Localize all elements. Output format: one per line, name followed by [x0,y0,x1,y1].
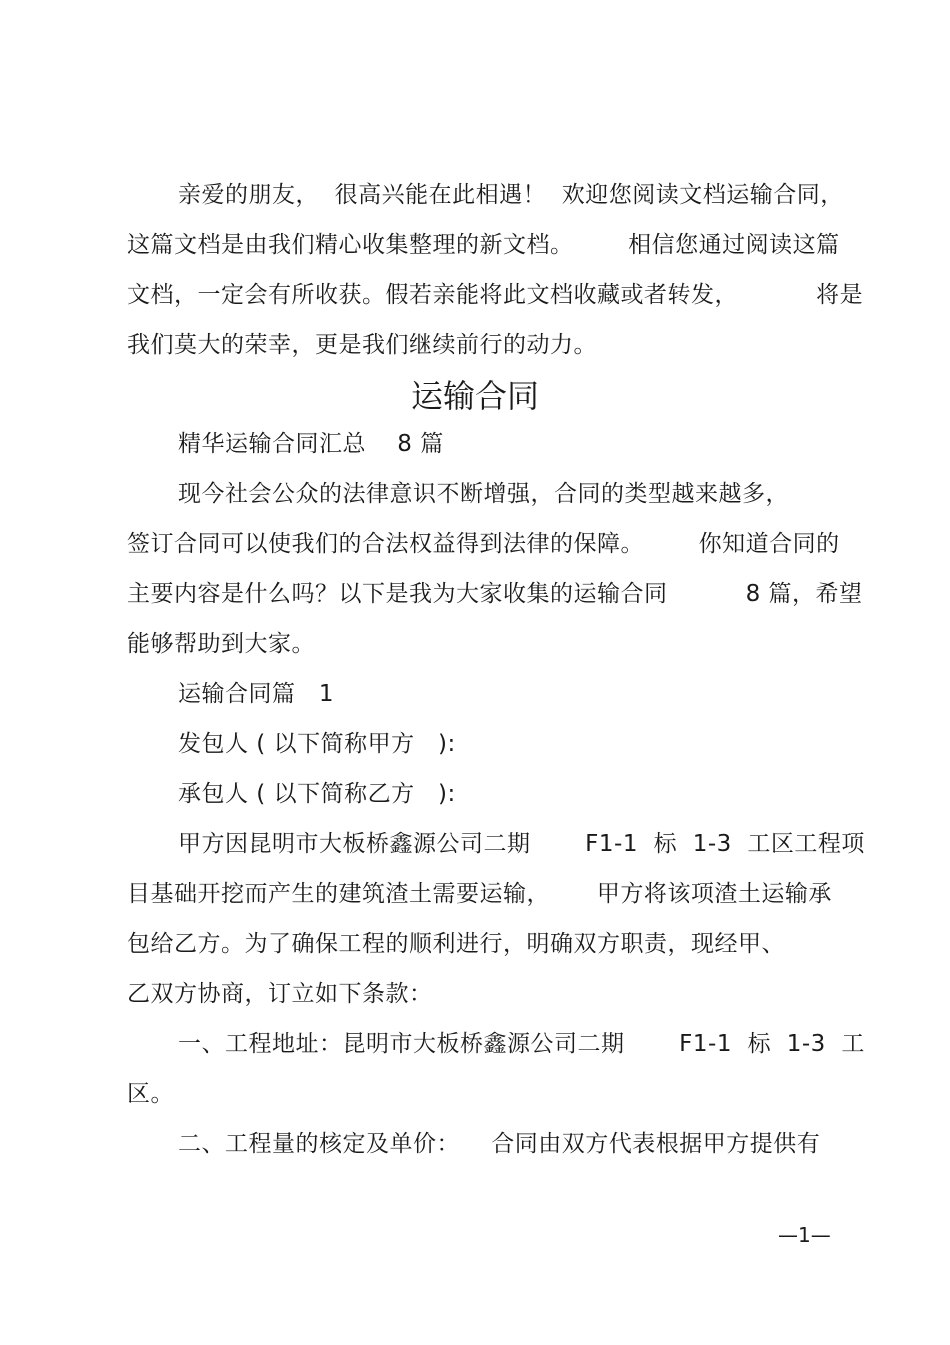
intro-line: 我们莫大的荣幸，更是我们继续前行的动力。 [127,332,597,358]
body-line: 能够帮助到大家。 [127,631,315,657]
body-line: 甲方因昆明市大板桥鑫源公司二期 F1-1 标 1-3 工区工程项 [178,831,865,857]
intro-line: 这篇文档是由我们精心收集整理的新文档。 相信您通过阅读这篇 [127,232,840,258]
body-line: 二、工程量的核定及单价： 合同由双方代表根据甲方提供有 [178,1131,821,1157]
body-line: 精华运输合同汇总 8 篇 [178,431,444,457]
page-number: —1— [778,1223,831,1247]
body-line: 发包人 ( 以下简称甲方 ): [178,731,456,757]
body-line: 承包人 ( 以下简称乙方 ): [178,781,456,807]
body-line: 乙双方协商，订立如下条款： [127,981,433,1007]
intro-line: 文档，一定会有所收获。假若亲能将此文档收藏或者转发， 将是 [127,282,864,308]
document-title: 运输合同 [410,377,539,415]
body-line: 主要内容是什么吗？以下是我为大家收集的运输合同 8 篇，希望 [127,581,863,607]
section-heading: 运输合同篇 1 [178,681,335,707]
body-line: 包给乙方。为了确保工程的顺利进行，明确双方职责，现经甲、 [127,931,785,957]
intro-line: 亲爱的朋友， 很高兴能在此相遇！ 欢迎您阅读文档运输合同， [178,182,844,208]
body-line: 现今社会公众的法律意识不断增强，合同的类型越来越多， [178,481,789,507]
body-line: 区。 [127,1081,174,1107]
body-line: 签订合同可以使我们的合法权益得到法律的保障。 你知道合同的 [127,531,840,557]
body-line: 一、工程地址：昆明市大板桥鑫源公司二期 F1-1 标 1-3 工 [178,1031,865,1057]
body-line: 目基础开挖而产生的建筑渣土需要运输， 甲方将该项渣土运输承 [127,881,832,907]
